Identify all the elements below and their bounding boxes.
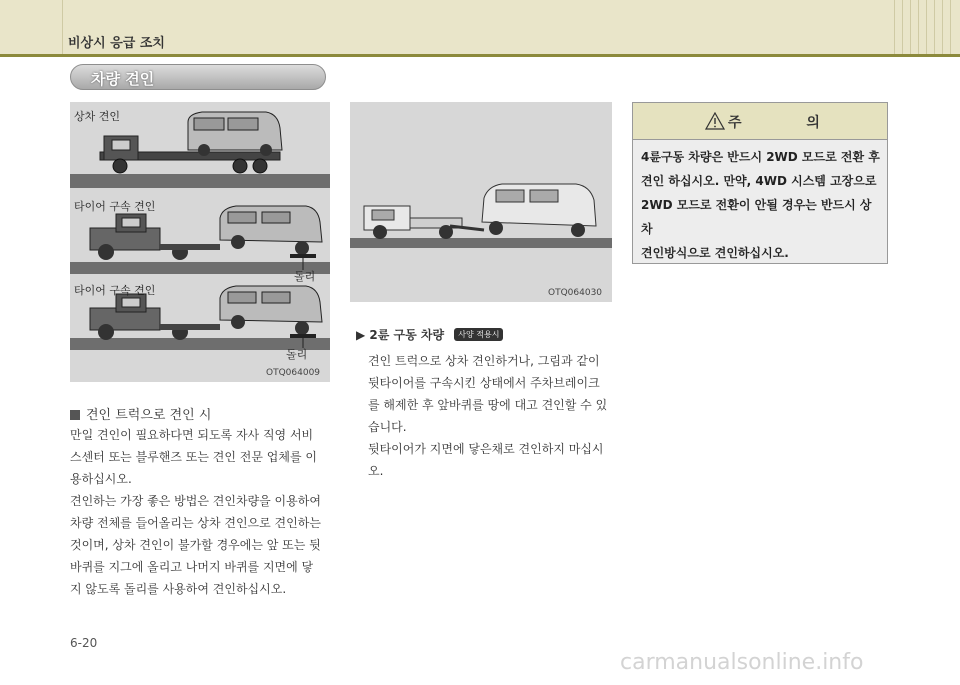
van-wheel <box>489 221 503 235</box>
section-title-pill <box>70 64 326 90</box>
caution-text <box>641 145 881 265</box>
caution-line: 견인방식으로 견인하십시오. <box>641 246 789 260</box>
wheel-lift-tow-label: 타이어 구속 견인 <box>74 284 156 297</box>
header-divider <box>894 0 895 56</box>
paragraph-line: 바퀴를 지그에 올리고 나머지 바퀴를 지면에 닿 <box>70 560 314 574</box>
header-divider <box>910 0 911 56</box>
towing-methods-illustration <box>70 102 330 382</box>
paragraph-line: 뒷타이어가 지면에 닿은채로 견인하지 마십시오. <box>368 442 604 478</box>
figure-code: OTQ064009 <box>266 368 321 378</box>
triangle-bullet-icon: ▶ <box>356 328 366 342</box>
truck-wheel <box>373 225 387 239</box>
header-divider <box>918 0 919 56</box>
two-wheel-title: 2륜 구동 차량 <box>369 328 445 342</box>
van-window <box>496 190 524 202</box>
header-divider <box>950 0 951 56</box>
truck-wheel <box>233 159 247 173</box>
van-window <box>228 118 258 130</box>
van-wheel <box>231 315 245 329</box>
caution-line: 4륜구동 차량은 반드시 2WD 모드로 전환 후 <box>641 150 880 164</box>
van-window <box>228 212 256 223</box>
caution-box <box>632 102 888 264</box>
figure-code: OTQ064030 <box>548 288 603 298</box>
flatbed-tow-label: 상차 견인 <box>74 110 121 123</box>
caution-line: 2WD 모드로 전환이 안될 경우는 반드시 상차 <box>641 198 872 236</box>
paragraph-line: 지 않도록 돌리를 사용하여 견인하십시오. <box>70 582 287 596</box>
header-divider <box>934 0 935 56</box>
van-window <box>262 292 290 303</box>
tow-truck-title: 견인 트럭으로 견인 시 <box>86 408 212 423</box>
paragraph-line: 차량 전체를 들어올리는 상차 견인으로 견인하는 <box>70 516 321 530</box>
warning-icon <box>705 112 725 130</box>
truck-wheel <box>113 159 127 173</box>
truck-window <box>372 210 394 220</box>
two-wheel-text <box>368 350 612 482</box>
truck-window <box>122 218 140 227</box>
van-wheel <box>571 223 585 237</box>
truck-wheel <box>98 324 114 340</box>
dolly <box>290 334 316 338</box>
paragraph-line: 습니다. <box>368 420 407 434</box>
header-divider <box>902 0 903 56</box>
paragraph-line: 견인 트럭으로 상차 견인하거나, 그림과 같이 <box>368 354 600 368</box>
header-rule <box>0 54 960 57</box>
tow-boom <box>160 244 220 250</box>
paragraph-line: 용하십시오. <box>70 472 132 486</box>
paragraph-line: 를 해제한 후 앞바퀴를 땅에 대고 견인할 수 있 <box>368 398 608 412</box>
dolly <box>290 254 316 258</box>
two-wheel-tow-illustration <box>350 102 612 302</box>
tow-boom <box>450 226 484 230</box>
dolly-label: 돌리 <box>294 270 316 283</box>
towing-methods-figure <box>70 102 330 382</box>
paragraph-line: 만일 견인이 필요하다면 되도록 자사 직영 서비 <box>70 428 314 442</box>
road-stripe <box>70 262 330 274</box>
road-stripe <box>350 238 612 248</box>
paragraph-line: 뒷타이어를 구속시킨 상태에서 주차브레이크 <box>368 376 600 390</box>
road-stripe <box>70 174 330 188</box>
van-wheel <box>295 321 309 335</box>
paragraph-line: 견인하는 가장 좋은 방법은 견인차량을 이용하여 <box>70 494 321 508</box>
van-wheel <box>260 144 272 156</box>
caution-header <box>633 103 887 140</box>
wheel-lift-tow-label: 타이어 구속 견인 <box>74 200 156 213</box>
van-wheel <box>231 235 245 249</box>
truck-wheel <box>98 244 114 260</box>
chapter-title: 비상시 응급 조치 <box>68 36 165 51</box>
tow-boom <box>160 324 220 330</box>
truck-wheel <box>253 159 267 173</box>
tow-truck-text <box>70 424 332 600</box>
header-divider <box>926 0 927 56</box>
caution-line: 견인 하십시오. 만약, 4WD 시스템 고장으로 <box>641 174 877 188</box>
option-badge: 사양 적용시 <box>454 328 503 341</box>
van-window <box>194 118 224 130</box>
page-number: 6-20 <box>70 636 98 650</box>
van-window <box>530 190 558 202</box>
two-wheel-heading <box>356 326 503 343</box>
square-bullet-icon <box>70 410 80 420</box>
section-title: 차량 견인 <box>91 70 155 88</box>
watermark: carmanualsonline.info <box>620 650 864 675</box>
van-window <box>262 212 290 223</box>
tow-truck-heading <box>70 404 211 423</box>
caution-title: 주 의 <box>728 115 850 131</box>
truck-window <box>112 140 130 150</box>
van-wheel <box>198 144 210 156</box>
two-wheel-tow-figure <box>350 102 612 302</box>
header-divider <box>942 0 943 56</box>
header-divider <box>62 0 63 56</box>
dolly-label: 돌리 <box>286 348 308 361</box>
truck-window <box>122 298 140 307</box>
paragraph-line: 스센터 또는 블루핸즈 또는 견인 전문 업체를 이 <box>70 450 317 464</box>
paragraph-line: 것이며, 상차 견인이 불가할 경우에는 앞 또는 뒷 <box>70 538 321 552</box>
van-wheel <box>295 241 309 255</box>
van-window <box>228 292 256 303</box>
